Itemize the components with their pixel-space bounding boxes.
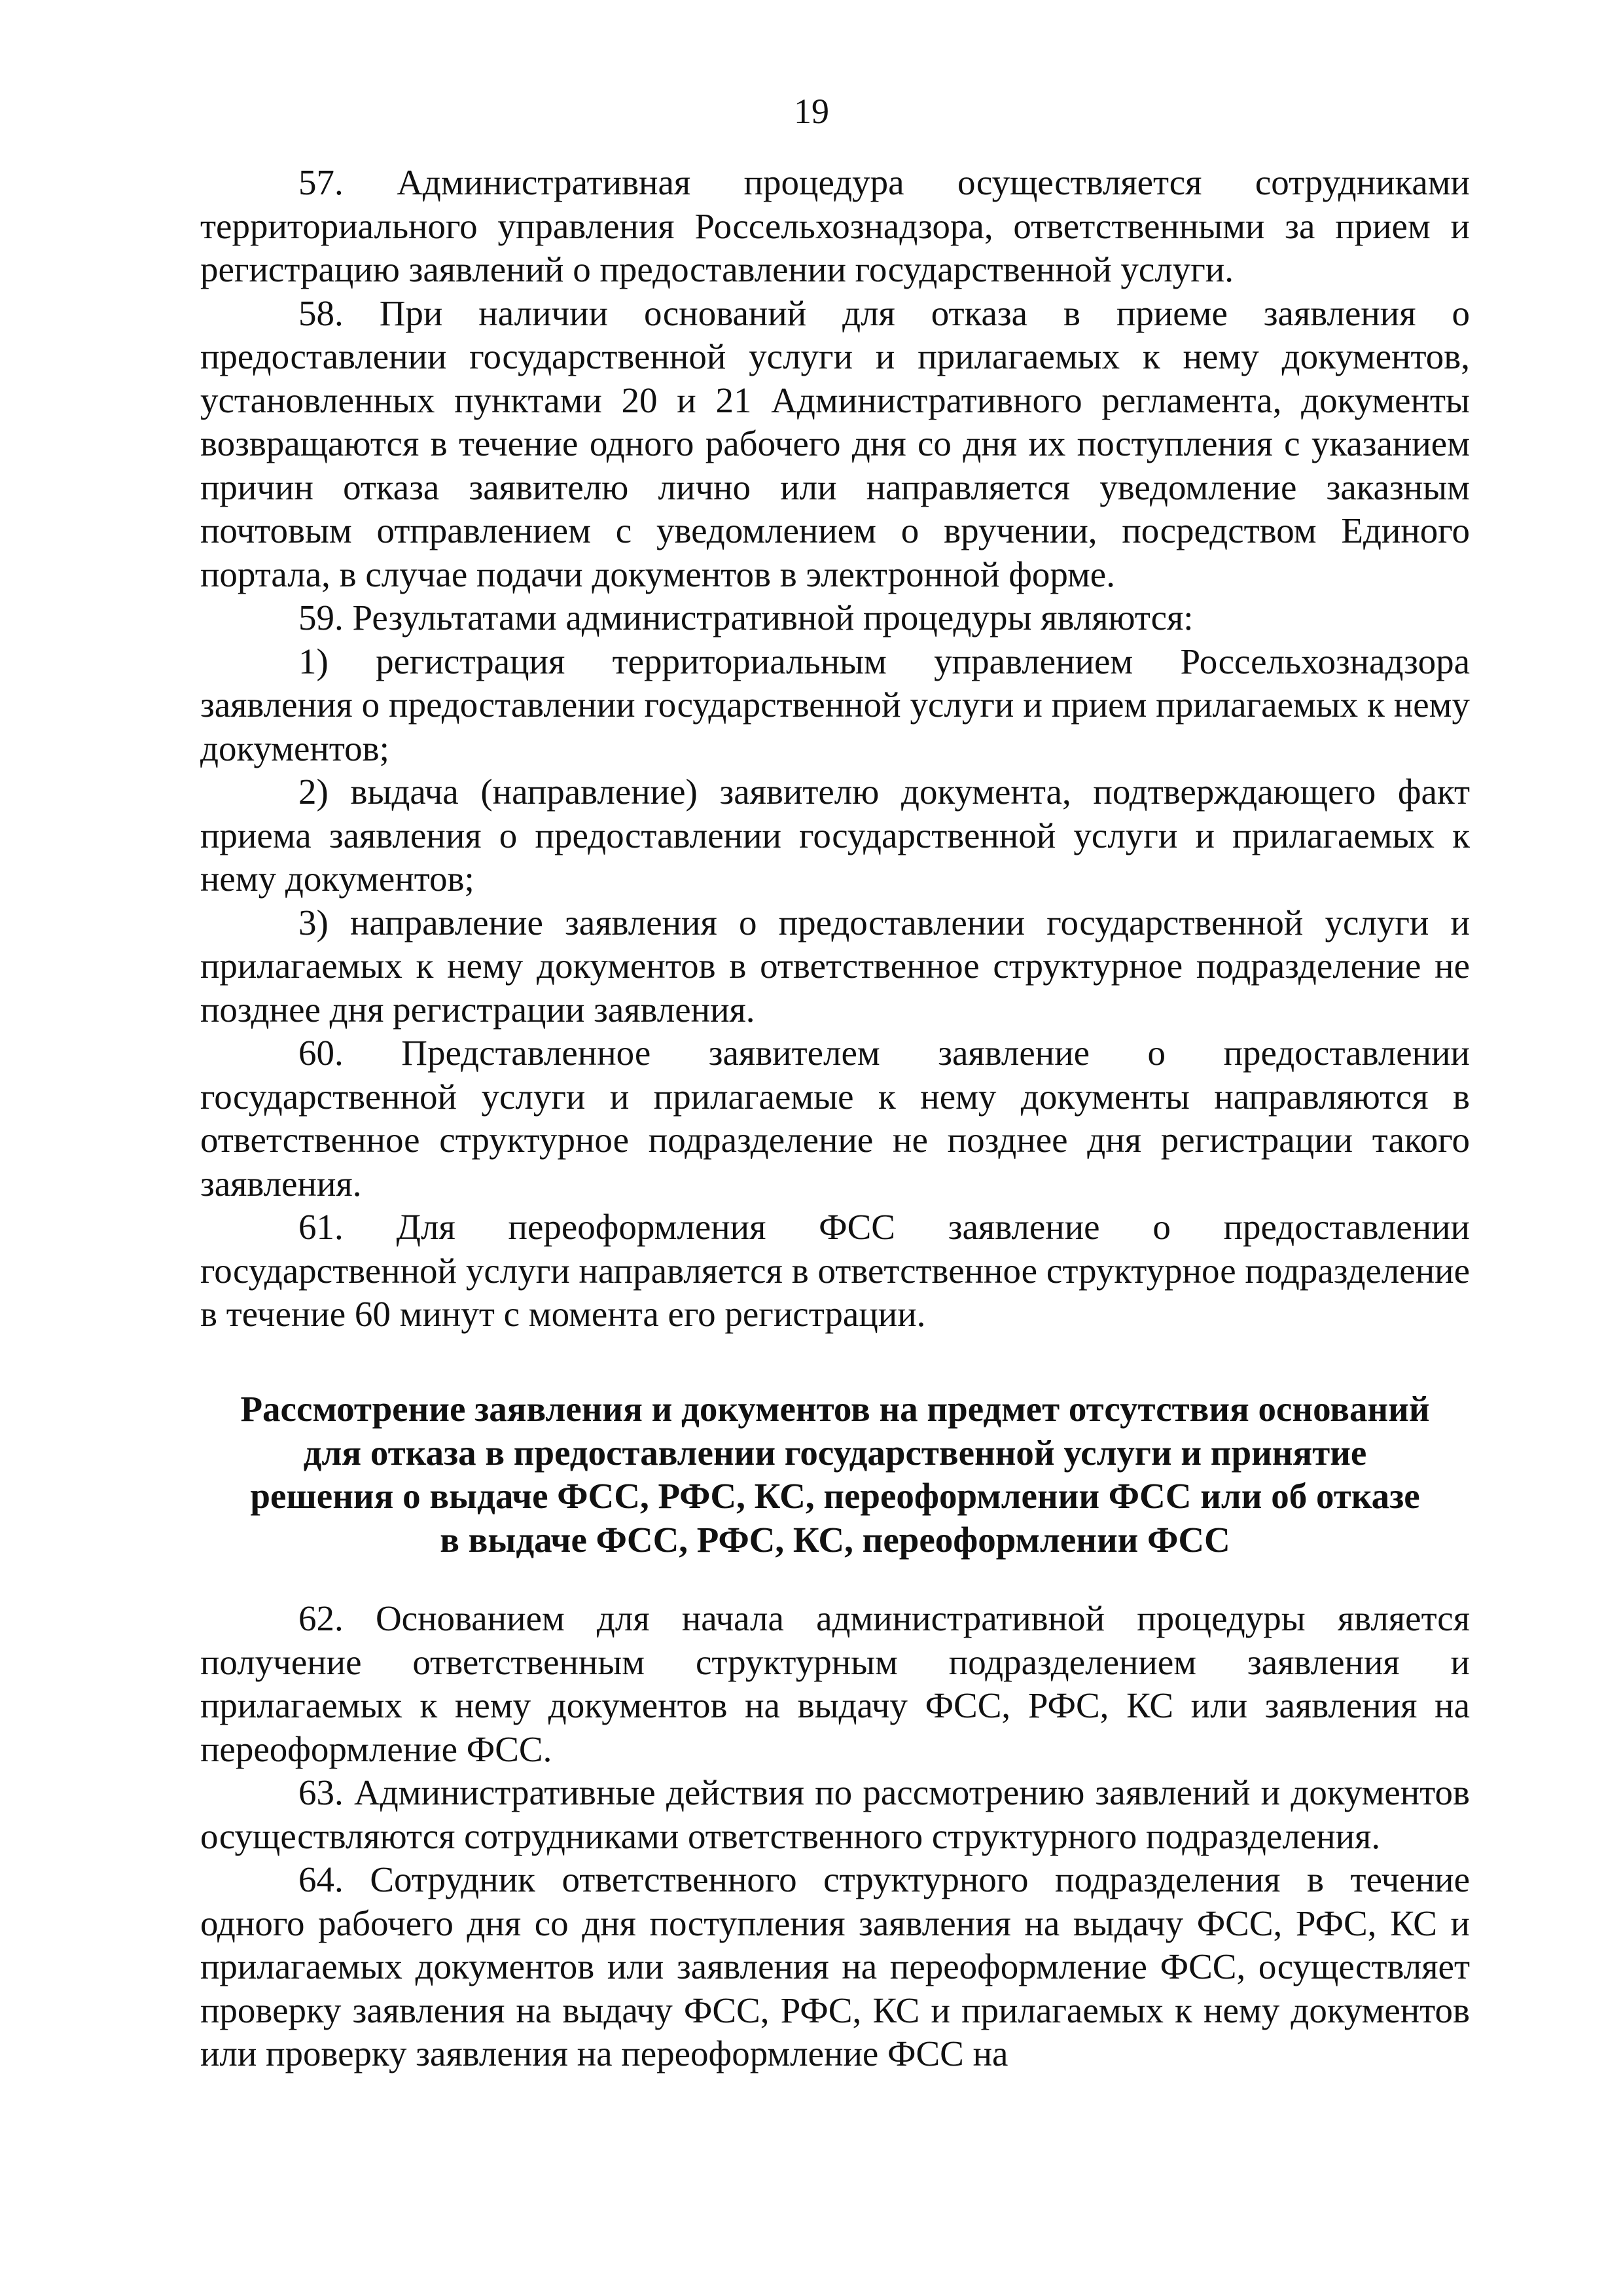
paragraph-59: 59. Результатами административной процедуры являются:	[298, 598, 1194, 637]
top-text-block	[200, 161, 1470, 1336]
paragraph-61: 61. Для переоформления ФСС заявление о предоставлении государственной услуги направляется в ответственное структурное подразделение в течение 60 минут с момента его регистрации.	[200, 1207, 1470, 1334]
list-item-1: 1) регистрация территориальным управлением Россельхознадзора заявления о предоставлении государственной услуги и прием прилагаемых к нему документов;	[200, 641, 1470, 768]
bottom-text-block	[200, 1597, 1470, 2076]
section-heading	[200, 1388, 1470, 1562]
paragraph-63: 63. Административные действия по рассмотрению заявлений и документов осуществляются сотрудниками ответственного структурного подразделения.	[200, 1772, 1470, 1856]
paragraph-62: 62. Основанием для начала административной процедуры является получение ответственным структурным подразделением заявления и прилагаемых к нему документов на выдачу ФСС, РФС, КС или заявления на переоформление ФСС.	[200, 1598, 1470, 1769]
page-number: 19	[794, 92, 829, 131]
section-heading-line: для отказа в предоставлении государственной услуги и принятие	[303, 1432, 1367, 1473]
paragraph-64: 64. Сотрудник ответственного структурного подразделения в течение одного рабочего дня со дня поступления заявления на выдачу ФСС, РФС, КС и прилагаемых документов или заявления на переоформление ФСС, осуществляет проверку заявления на выдачу ФСС, РФС, КС и прилагаемых к нему документов или проверку заявления на переоформление ФСС на	[200, 1859, 1470, 2073]
list-item-3: 3) направление заявления о предоставлении государственной услуги и прилагаемых к нему документов в ответственное структурное подразделение не позднее дня регистрации заявления.	[200, 902, 1470, 1030]
paragraph-58: 58. При наличии оснований для отказа в приеме заявления о предоставлении государственной услуги и прилагаемых к нему документов, установленных пунктами 20 и 21 Административного регламента, документы возвращаются в течение одного рабочего дня со дня их поступления с указанием причин отказа заявителю лично или направляется уведомление заказным почтовым отправлением с уведомлением о вручении, посредством Единого портала, в случае подачи документов в электронной форме.	[200, 293, 1470, 594]
paragraph-60: 60. Представленное заявителем заявление о предоставлении государственной услуги и прилагаемые к нему документы направляются в ответственное структурное подразделение не позднее дня регистрации такого заявления.	[200, 1033, 1470, 1204]
section-heading-line: Рассмотрение заявления и документов на предмет отсутствия оснований	[240, 1389, 1430, 1429]
section-heading-line: решения о выдаче ФСС, РФС, КС, переоформлении ФСС или об отказе	[250, 1476, 1420, 1516]
section-heading-line: в выдаче ФСС, РФС, КС, переоформлении ФСС	[440, 1519, 1230, 1560]
paragraph-57: 57. Административная процедура осуществляется сотрудниками территориального управления Россельхознадзора, ответственными за прием и регистрацию заявлений о предоставлении государственной услуги.	[200, 162, 1470, 289]
list-item-2: 2) выдача (направление) заявителю документа, подтверждающего факт приема заявления о предоставлении государственной услуги и прилагаемых к нему документов;	[200, 772, 1470, 899]
